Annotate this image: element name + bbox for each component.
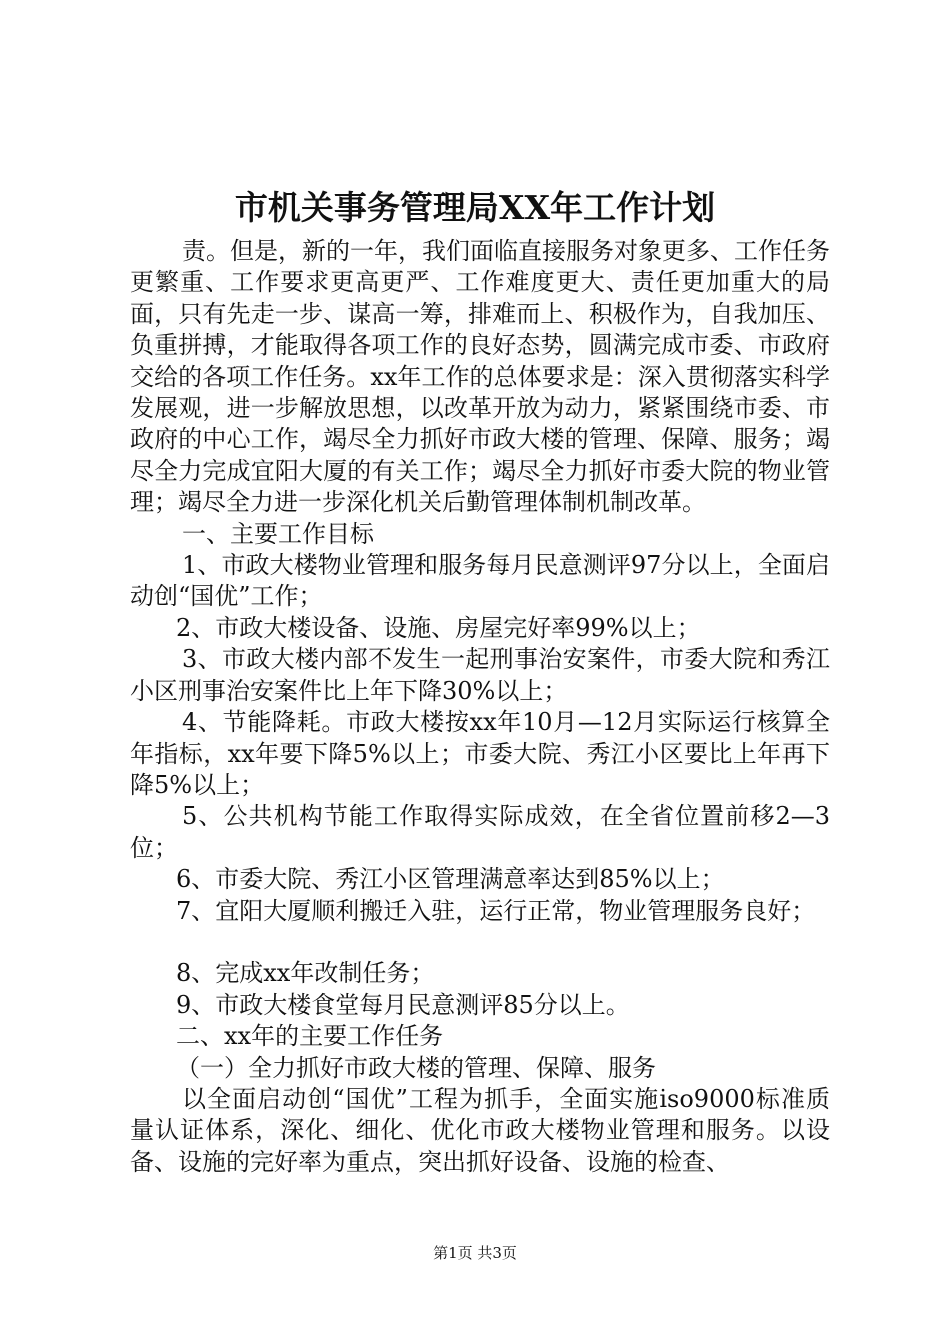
goal-item-3: 3、市政大楼内部不发生一起刑事治安案件，市委大院和秀江小区刑事治安案件比上年下降30%以上； [130,645,830,705]
goal-item-5: 5、公共机构节能工作取得实际成效，在全省位置前移2—3位； [130,802,830,862]
goal-item-2: 2、市政大楼设备、设施、房屋完好率99%以上； [176,613,701,642]
goal-item-4: 4、节能降耗。市政大楼按xx年10月—12月实际运行核算全年指标，xx年要下降5%以上；市委大院、秀江小区要比上年再下降5%以上； [130,708,830,799]
section-heading-tasks: 二、xx年的主要工作任务 [176,1022,444,1051]
subsection-heading-1: （一）全力抓好市政大楼的管理、保障、服务 [176,1053,656,1082]
goal-item-1: 1、市政大楼物业管理和服务每月民意测评97分以上，全面启动创“国优”工作； [130,551,830,611]
goal-item-6: 6、市委大院、秀江小区管理满意率达到85%以上； [176,865,725,894]
goal-item-9: 9、市政大楼食堂每月民意测评85分以上。 [176,990,630,1019]
goal-item-7: 7、宜阳大厦顺利搬迁入驻，运行正常，物业管理服务良好； [176,896,816,925]
section-heading-goals: 一、主要工作目标 [182,519,374,548]
document-title: 市机关事务管理局XX年工作计划 [234,188,716,227]
document-body [130,236,830,1178]
paragraph-intro: 责。但是，新的一年，我们面临直接服务对象更多、工作任务更繁重、工作要求更高更严、工作难度更大、责任更加重大的局面，只有先走一步、谋高一筹，排难而上、积极作为，自我加压、负重拼搏，才能取得各项工作的良好态势，圆满完成市委、市政府交给的各项工作任务。xx年工作的总体要求是：深入贯彻落实科学发展观，进一步解放思想，以改革开放为动力，紧紧围绕市委、市政府的中心工作，竭尽全力抓好市政大楼的管理、保障、服务；竭尽全力完成宜阳大厦的有关工作；竭尽全力抓好市委大院的物业管理；竭尽全力进一步深化机关后勤管理体制机制改革。 [130,237,830,517]
goal-item-8: 8、完成xx年改制任务； [176,959,435,988]
paragraph-task-1: 以全面启动创“国优”工程为抓手，全面实施iso9000标准质量认证体系，深化、细化、优化市政大楼物业管理和服务。以设备、设施的完好率为重点，突出抓好设备、设施的检查、 [130,1084,830,1176]
page-footer: 第1页 共3页 [433,1244,517,1262]
